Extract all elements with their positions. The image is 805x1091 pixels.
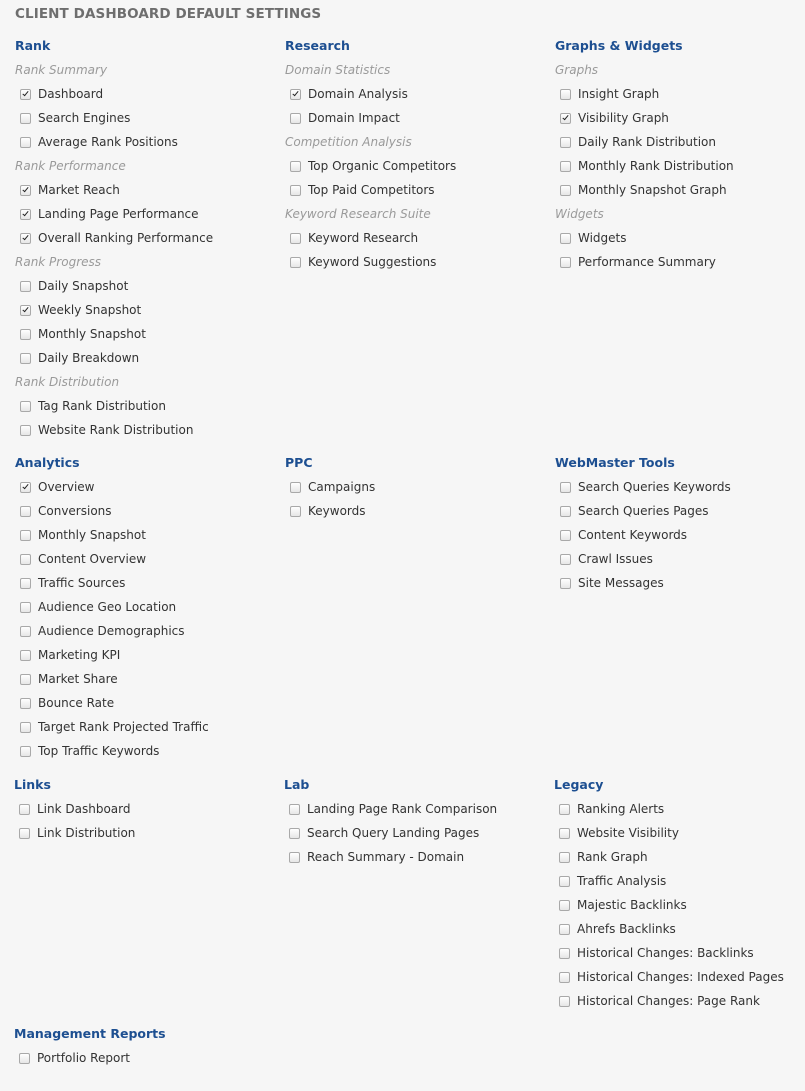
section-heading: Management Reports [14,1026,166,1041]
option-majestic-backlinks[interactable] [554,893,804,917]
checkbox[interactable] [20,233,31,244]
option-label[interactable]: Insight Graph [578,87,660,101]
checkbox[interactable] [560,113,571,124]
option-traffic-sources[interactable] [15,571,265,595]
subsection-label [15,58,265,82]
section-heading: Graphs & Widgets [555,38,683,53]
checkbox[interactable] [559,852,570,863]
option-label[interactable]: Daily Breakdown [38,351,140,365]
option-label[interactable]: Reach Summary - Domain [307,850,465,864]
option-label[interactable]: Historical Changes: Backlinks [577,946,754,960]
checkbox[interactable] [560,530,571,541]
checkbox[interactable] [20,209,31,220]
checkbox[interactable] [20,185,31,196]
checkbox[interactable] [20,89,31,100]
option-keyword-suggestions[interactable] [285,250,535,274]
section-ppc [285,451,535,523]
checkbox[interactable] [20,722,31,733]
section-heading: PPC [285,455,313,470]
option-label[interactable]: Top Organic Competitors [308,159,457,173]
checkbox[interactable] [20,401,31,412]
option-label[interactable]: Majestic Backlinks [577,898,687,912]
option-label[interactable]: Audience Geo Location [38,600,177,614]
checkbox[interactable] [19,804,30,815]
subsection-label [15,154,265,178]
subsection-label-text: Rank Progress [15,255,102,269]
subsection-label-text: Keyword Research Suite [285,207,431,221]
option-tag-rank-distribution[interactable] [15,394,265,418]
option-historical-changes-page-rank[interactable] [554,989,804,1013]
option-audience-geo-location[interactable] [15,595,265,619]
option-dashboard[interactable] [15,82,265,106]
section-lab [284,773,534,869]
subsection-label [285,58,535,82]
option-label[interactable]: Conversions [38,504,112,518]
checkbox[interactable] [20,626,31,637]
option-domain-analysis[interactable] [285,82,535,106]
checkbox[interactable] [290,257,301,268]
option-label[interactable]: Tag Rank Distribution [38,399,166,413]
checkbox[interactable] [19,1053,30,1064]
option-label[interactable]: Dashboard [38,87,104,101]
checkbox[interactable] [20,650,31,661]
option-label[interactable]: Target Rank Projected Traffic [38,720,209,734]
option-landing-page-performance[interactable] [15,202,265,226]
option-crawl-issues[interactable] [555,547,805,571]
option-label[interactable]: Overview [38,480,95,494]
option-top-paid-competitors[interactable] [285,178,535,202]
checkbox[interactable] [290,185,301,196]
checkbox[interactable] [290,89,301,100]
checkbox[interactable] [20,353,31,364]
option-label[interactable]: Content Overview [38,552,147,566]
section-heading: Analytics [15,455,80,470]
option-label[interactable]: Search Query Landing Pages [307,826,480,840]
option-label[interactable]: Search Queries Pages [578,504,709,518]
option-label[interactable]: Weekly Snapshot [38,303,142,317]
subsection-label [555,58,805,82]
option-conversions[interactable] [15,499,265,523]
option-label[interactable]: Website Visibility [577,826,679,840]
subsection-label [15,250,265,274]
checkbox[interactable] [20,602,31,613]
option-landing-page-rank-comparison[interactable] [284,797,534,821]
option-site-messages[interactable] [555,571,805,595]
checkbox[interactable] [20,281,31,292]
option-domain-impact[interactable] [285,106,535,130]
option-label[interactable]: Historical Changes: Page Rank [577,994,760,1008]
checkbox[interactable] [559,924,570,935]
checkbox[interactable] [20,113,31,124]
subsection-label-text: Rank Distribution [15,375,120,389]
option-widgets[interactable] [555,226,805,250]
section-legacy [554,773,804,1013]
option-label[interactable]: Keyword Suggestions [308,255,437,269]
subsection-label-text: Domain Statistics [285,63,391,77]
option-label[interactable]: Overall Ranking Performance [38,231,214,245]
checkbox[interactable] [20,329,31,340]
option-monthly-snapshot[interactable] [15,322,265,346]
option-performance-summary[interactable] [555,250,805,274]
option-rank-graph[interactable] [554,845,804,869]
checkbox[interactable] [289,828,300,839]
option-label[interactable]: Monthly Snapshot [38,327,146,341]
section-heading: Lab [284,777,310,792]
checkbox[interactable] [560,137,571,148]
option-label[interactable]: Average Rank Positions [38,135,178,149]
option-label[interactable]: Landing Page Rank Comparison [307,802,498,816]
checkbox[interactable] [20,305,31,316]
checkbox[interactable] [559,972,570,983]
section-heading: WebMaster Tools [555,455,675,470]
section-rank [15,34,265,442]
subsection-label-text: Graphs [555,63,599,77]
checkbox[interactable] [559,948,570,959]
checkbox[interactable] [290,506,301,517]
checkbox[interactable] [20,746,31,757]
option-label[interactable]: Performance Summary [578,255,716,269]
option-target-rank-projected-traffic[interactable] [15,715,265,739]
option-label[interactable]: Market Reach [38,183,120,197]
option-label[interactable]: Daily Snapshot [38,279,129,293]
option-label[interactable]: Top Traffic Keywords [38,744,160,758]
option-daily-rank-distribution[interactable] [555,130,805,154]
checkbox[interactable] [20,698,31,709]
option-label[interactable]: Domain Analysis [308,87,408,101]
checkbox[interactable] [290,113,301,124]
option-label[interactable]: Keywords [308,504,366,518]
option-label[interactable]: Monthly Snapshot [38,528,146,542]
option-weekly-snapshot[interactable] [15,298,265,322]
checkbox[interactable] [559,900,570,911]
checkbox[interactable] [560,89,571,100]
subsection-label-text: Widgets [555,207,604,221]
option-visibility-graph[interactable] [555,106,805,130]
option-label[interactable]: Visibility Graph [578,111,669,125]
option-daily-snapshot[interactable] [15,274,265,298]
option-overall-ranking-performance[interactable] [15,226,265,250]
option-label[interactable]: Ahrefs Backlinks [577,922,676,936]
option-marketing-kpi[interactable] [15,643,265,667]
option-historical-changes-backlinks[interactable] [554,941,804,965]
checkbox[interactable] [560,161,571,172]
option-label[interactable]: Top Paid Competitors [308,183,435,197]
option-label[interactable]: Search Queries Keywords [578,480,731,494]
subsection-label-text: Rank Summary [15,63,108,77]
option-average-rank-positions[interactable] [15,130,265,154]
checkbox[interactable] [560,506,571,517]
checkbox[interactable] [560,578,571,589]
option-traffic-analysis[interactable] [554,869,804,893]
checkbox[interactable] [289,852,300,863]
option-label[interactable]: Bounce Rate [38,696,115,710]
subsection-label [555,202,805,226]
checkbox[interactable] [559,996,570,1007]
option-search-query-landing-pages[interactable] [284,821,534,845]
checkbox[interactable] [20,425,31,436]
option-label[interactable]: Daily Rank Distribution [578,135,716,149]
section-heading: Research [285,38,350,53]
option-label[interactable]: Keyword Research [308,231,419,245]
option-bounce-rate[interactable] [15,691,265,715]
option-daily-breakdown[interactable] [15,346,265,370]
checkbox[interactable] [559,804,570,815]
option-market-reach[interactable] [15,178,265,202]
section-links [14,773,264,845]
option-monthly-rank-distribution[interactable] [555,154,805,178]
option-label[interactable]: Link Distribution [37,826,136,840]
option-label[interactable]: Historical Changes: Indexed Pages [577,970,784,984]
section-heading: Links [14,777,51,792]
option-label[interactable]: Website Rank Distribution [38,423,194,437]
option-label[interactable]: Crawl Issues [578,552,653,566]
option-label[interactable]: Traffic Analysis [577,874,667,888]
option-label[interactable]: Site Messages [578,576,664,590]
subsection-label [15,370,265,394]
option-monthly-snapshot-graph[interactable] [555,178,805,202]
section-heading: Rank [15,38,51,53]
checkbox[interactable] [19,828,30,839]
option-link-dashboard[interactable] [14,797,264,821]
option-label[interactable]: Link Dashboard [37,802,131,816]
checkbox[interactable] [20,506,31,517]
checkbox[interactable] [290,161,301,172]
section-management-reports [14,1022,264,1070]
option-market-share[interactable] [15,667,265,691]
option-website-visibility[interactable] [554,821,804,845]
option-monthly-snapshot[interactable] [15,523,265,547]
checkbox[interactable] [290,482,301,493]
checkbox[interactable] [559,876,570,887]
option-label[interactable]: Monthly Snapshot Graph [578,183,727,197]
checkbox[interactable] [20,482,31,493]
option-audience-demographics[interactable] [15,619,265,643]
option-label[interactable]: Portfolio Report [37,1051,130,1065]
checkbox[interactable] [20,674,31,685]
checkbox[interactable] [560,257,571,268]
option-label[interactable]: Audience Demographics [38,624,185,638]
section-webmaster-tools [555,451,805,595]
option-label[interactable]: Marketing KPI [38,648,121,662]
option-label[interactable]: Traffic Sources [38,576,126,590]
checkbox[interactable] [560,554,571,565]
option-content-overview[interactable] [15,547,265,571]
option-campaigns[interactable] [285,475,535,499]
option-label[interactable]: Domain Impact [308,111,400,125]
checkbox[interactable] [560,233,571,244]
option-reach-summary-domain[interactable] [284,845,534,869]
subsection-label [285,202,535,226]
option-label[interactable]: Widgets [578,231,627,245]
option-website-rank-distribution[interactable] [15,418,265,442]
checkbox[interactable] [20,554,31,565]
checkbox[interactable] [20,137,31,148]
option-search-engines[interactable] [15,106,265,130]
option-content-keywords[interactable] [555,523,805,547]
option-top-traffic-keywords[interactable] [15,739,265,763]
option-label[interactable]: Search Engines [38,111,131,125]
section-analytics [15,451,265,763]
section-graphs-widgets [555,34,805,274]
subsection-label-text: Rank Performance [15,159,126,173]
option-link-distribution[interactable] [14,821,264,845]
section-research [285,34,535,274]
option-keyword-research[interactable] [285,226,535,250]
option-top-organic-competitors[interactable] [285,154,535,178]
subsection-label [285,130,535,154]
checkbox[interactable] [290,233,301,244]
checkbox[interactable] [20,530,31,541]
section-heading: Legacy [554,777,604,792]
checkbox[interactable] [560,482,571,493]
option-search-queries-keywords[interactable] [555,475,805,499]
option-label[interactable]: Market Share [38,672,118,686]
option-overview[interactable] [15,475,265,499]
option-label[interactable]: Ranking Alerts [577,802,665,816]
option-label[interactable]: Monthly Rank Distribution [578,159,734,173]
option-label[interactable]: Rank Graph [577,850,648,864]
option-keywords[interactable] [285,499,535,523]
option-ahrefs-backlinks[interactable] [554,917,804,941]
option-insight-graph[interactable] [555,82,805,106]
option-label[interactable]: Landing Page Performance [38,207,199,221]
subsection-label-text: Competition Analysis [285,135,412,149]
option-search-queries-pages[interactable] [555,499,805,523]
checkbox[interactable] [289,804,300,815]
option-historical-changes-indexed-pages[interactable] [554,965,804,989]
page-title: CLIENT DASHBOARD DEFAULT SETTINGS [15,6,322,22]
checkbox[interactable] [560,185,571,196]
checkbox[interactable] [20,578,31,589]
option-portfolio-report[interactable] [14,1046,264,1070]
option-ranking-alerts[interactable] [554,797,804,821]
option-label[interactable]: Content Keywords [578,528,688,542]
option-label[interactable]: Campaigns [308,480,376,494]
checkbox[interactable] [559,828,570,839]
